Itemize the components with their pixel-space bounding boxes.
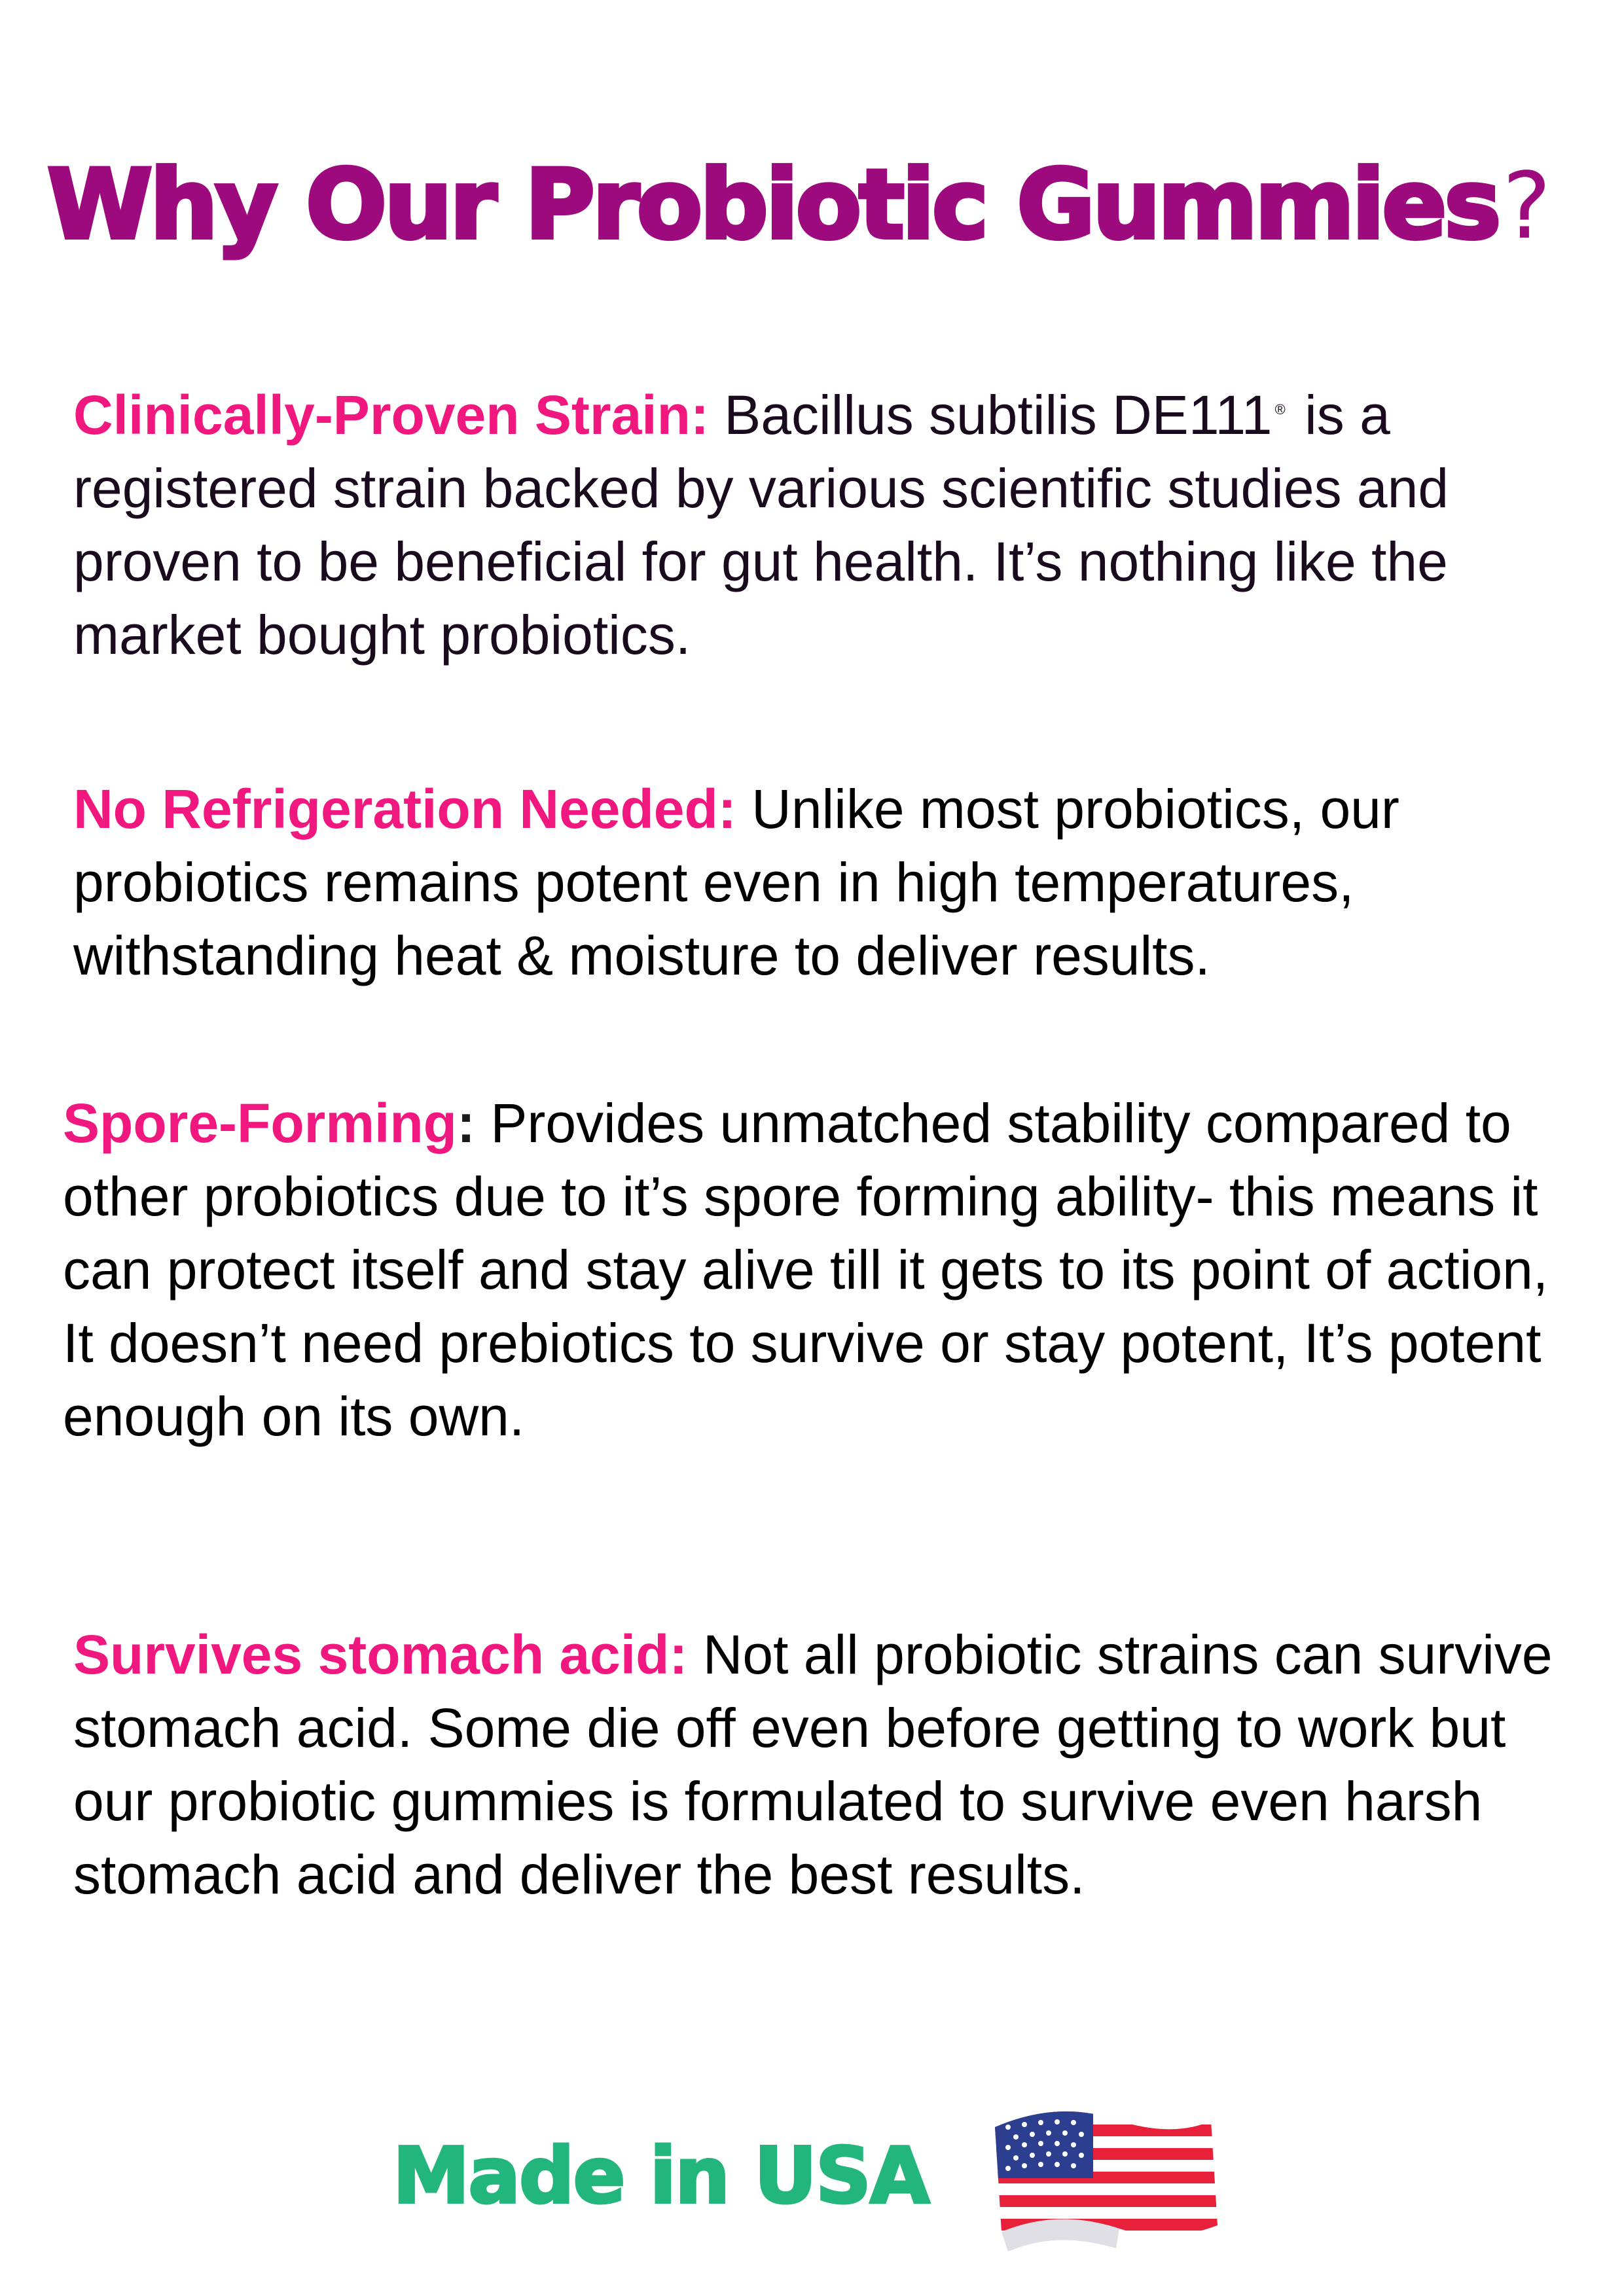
section-body: Unlike most probiotics, our probiotics remains potent even in high temperatures, withstanding heat & moisture to deliver results. — [73, 778, 1399, 986]
section-heading: No Refrigeration Needed: — [73, 778, 736, 840]
registered-mark: ® — [1274, 401, 1286, 418]
page-title-text: Why Our Probiotic Gummies — [47, 149, 1499, 260]
us-flag-icon — [982, 2101, 1224, 2271]
section-body: Not all probiotic strains can survive stomach acid. Some die off even before getting to work but our probiotic gummies is formulated to survive even harsh stomach acid and deliver the best results. — [73, 1624, 1553, 1905]
section-heading: Survives stomach acid: — [73, 1624, 688, 1685]
page-title-question-mark: ? — [1502, 153, 1549, 260]
section-survives-stomach-acid — [73, 1618, 1598, 1911]
section-no-refrigeration-needed — [73, 772, 1598, 992]
page-title — [47, 149, 1592, 260]
section-heading-colon: : — [457, 1092, 475, 1154]
section-heading: Clinically-Proven Strain: — [73, 384, 709, 446]
section-body: Provides unmatched stability compared to other probiotics due to it’s spore forming ability- this means it can protect itself and stay alive till it gets to its point of action, It doesn’t need prebiotics to survive or stay potent, It’s potent enough on its own. — [63, 1092, 1549, 1447]
section-body-continued: is a registered strain backed by various scientific studies and proven to be beneficial for gut health. It’s nothing like the market bought probiotics. — [73, 384, 1449, 666]
made-in-usa-label: Made in USA — [393, 2130, 929, 2221]
section-heading: Spore-Forming — [63, 1092, 457, 1154]
section-clinically-proven-strain — [73, 373, 1598, 672]
section-body: Bacillus subtilis DE111 — [708, 384, 1272, 446]
section-spore-forming — [63, 1086, 1588, 1453]
